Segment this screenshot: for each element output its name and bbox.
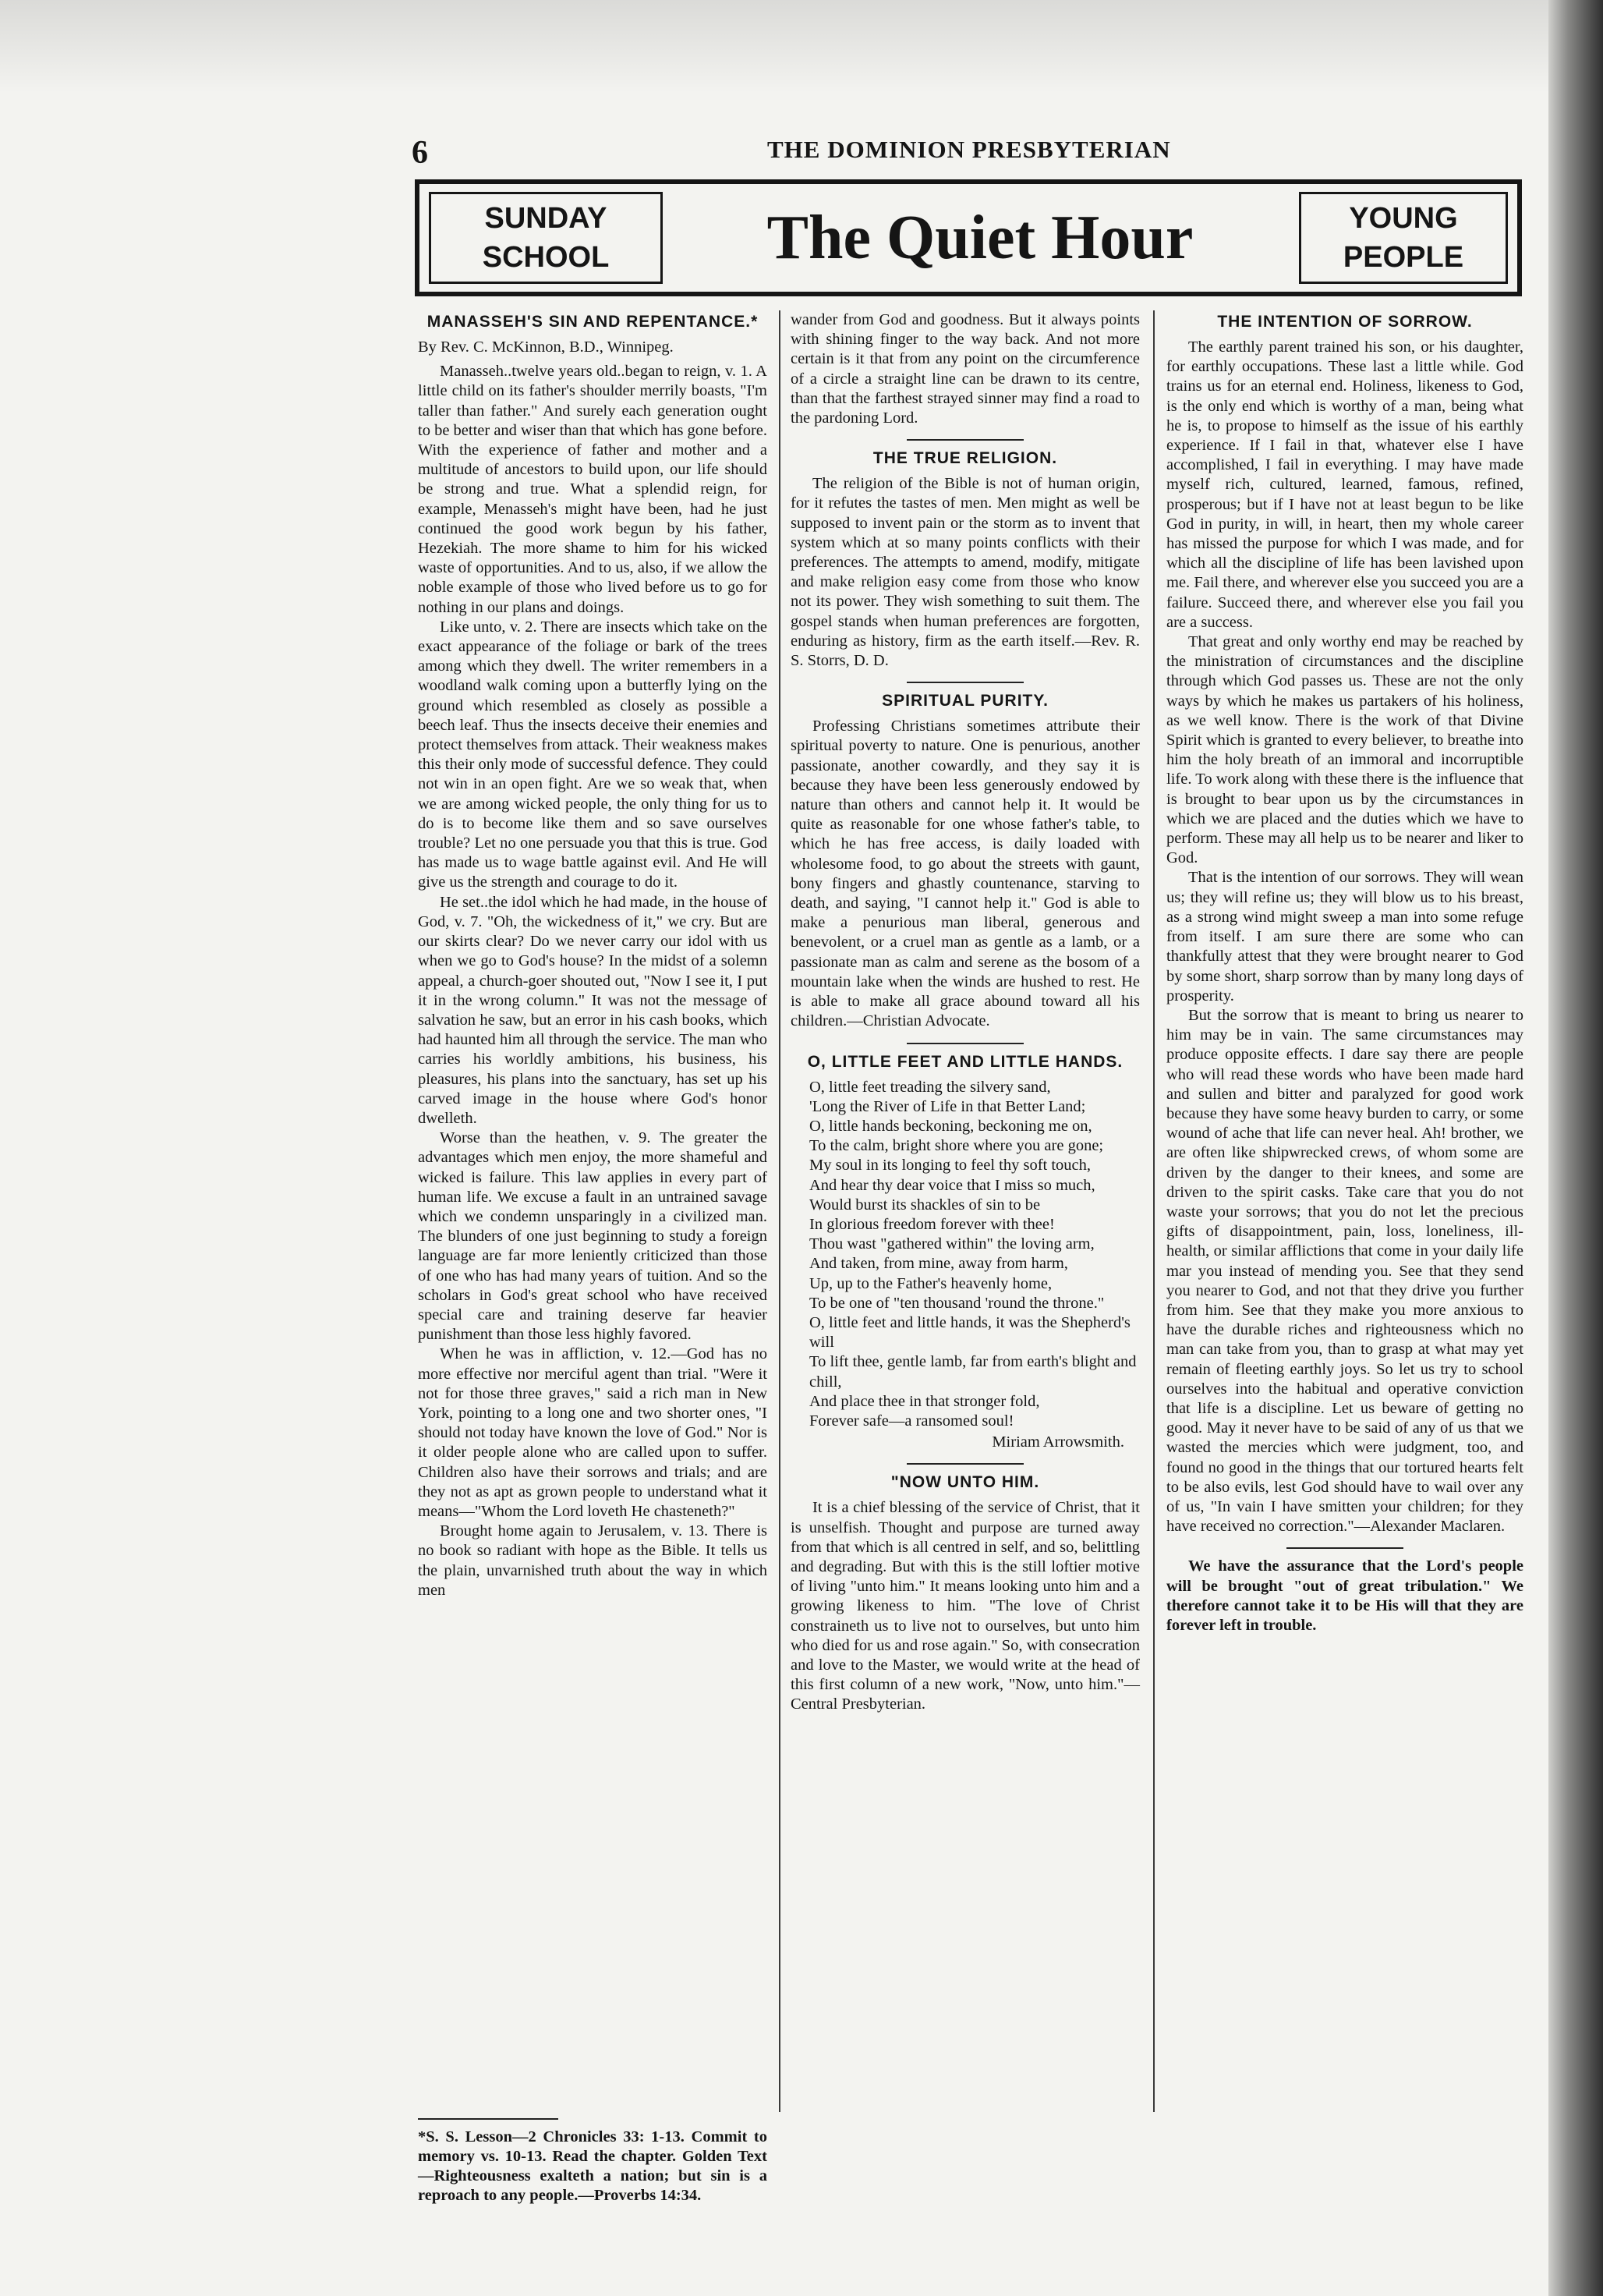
page-number: 6 — [412, 135, 428, 171]
sunday-school-box — [429, 192, 663, 284]
poem-line: O, little feet treading the silvery sand, — [809, 1078, 1051, 1096]
masthead-right-line1: YOUNG — [1349, 202, 1458, 235]
poem-line: O, little feet and little hands, it was the Shepherd's will — [809, 1313, 1131, 1352]
paragraph: Worse than the heathen, v. 9. The greater the advantages which men enjoy, the more shameful and wicked is failure. This law applies in every part of human life. We excuse a fault in an untrained savage which we condemn unsparingly in a civilized man. The blunders of one just beginning to study a foreign language are far more leniently criticized than those of one who has had many years of tuition. And so the scholars in God's great school who have received special care and training deserve far heavier punishment than those less highly favored. — [418, 1129, 767, 1344]
column-rule — [779, 310, 780, 2112]
paragraph: He set..the idol which he had made, in the house of God, v. 7. "Oh, the wickedness of it," we cry. But are our skirts clear? Do we never carry our idol with us when we go to God's house? In the midst of a solemn appeal, a church-goer shouted out, "Now I see it, I put it in the wrong column." It was not the message of salvation he saw, but an error in his cash books, which had haunted him all through the service. The man who carries his worldly ambitions, his business, his pleasures, his plans into the sanctuary, has set up his carved image in the house where God's honor dwelleth. — [418, 893, 767, 1127]
article-title-intention-of-sorrow: THE INTENTION OF SORROW. — [1217, 313, 1473, 331]
paragraph: When he was in affliction, v. 12.—God has no more effective nor merciful agent than trial. "Were it not for those three graves," said a rich man in New York, pointing to a long one and two shorter ones, "I should not today have known the love of God." Nor is it older people alone who are called upon to suffer. Children also have their sorrows and trials; and are they not as apt as grown people to understand what it means—"Whom the Lord loveth He chasteneth?" — [418, 1345, 767, 1520]
paragraph: Like unto, v. 2. There are insects which take on the exact appearance of the foliage or bark of the trees among which they dwell. The writer remembers in a woodland walk coming upon a butterfly lying on the ground which resembled as closely as possible a beech leaf. Thus the insects deceive their enemies and protect themselves from attack. Their weakness makes this their only mode of successful defence. They could not win in an open fight. Are we so weak that, when we are among wicked people, the only thing for us to do is to become like them and so save ourselves trouble? Let no one persuade you that this is true. God has made us to wage battle against evil. And He will give us the strength and courage to do it. — [418, 618, 767, 891]
poem-title: O, LITTLE FEET AND LITTLE HANDS. — [807, 1052, 1124, 1071]
column-1 — [418, 310, 767, 2085]
column-2 — [791, 310, 1140, 2085]
masthead-left-line2: SCHOOL — [482, 241, 610, 274]
masthead-right-line2: PEOPLE — [1343, 241, 1464, 274]
article-title-true-religion: THE TRUE RELIGION. — [872, 449, 1058, 468]
poem-line: And place thee in that stronger fold, — [809, 1392, 1040, 1410]
closing-paragraph: We have the assurance that the Lord's people will be brought "out of great tribulation." We therefore cannot take it to be His will that they are forever left in trouble. — [1166, 1557, 1523, 1634]
paragraph: It is a chief blessing of the service of Christ, that it is unselfish. Thought and purpose are turned away from that which is all centred in self, and so, belittling and degrading. But with this is the still loftier motive of living "unto him." It means looking unto him and a growing likeness to him. "The love of Christ constraineth us to live not to ourselves, but unto him who died for us and rose again." So, with consecration and love to the Master, we would write at the head of this first column of a new work, "Now, unto him."—Central Presbyterian. — [791, 1499, 1140, 1713]
byline: By Rev. C. McKinnon, B.D., Winnipeg. — [418, 338, 674, 356]
article-title-manasseh: MANASSEH'S SIN AND REPENTANCE.* — [426, 313, 759, 331]
section-divider — [907, 1463, 1024, 1465]
running-title: THE DOMINION PRESBYTERIAN — [767, 136, 1171, 163]
poem-line: To be one of "ten thousand 'round the throne." — [809, 1294, 1105, 1312]
paragraph: But the sorrow that is meant to bring us nearer to him may be in vain. The same circumstances may produce opposite effects. I dare say there are people who will read these words who have been made hard and sullen and bitter and paralyzed for good work because they have some heavy burden to carry, or some wound of ache that life can never heal. Ah! brother, we are often like shipwrecked crews, of whom some are driven by the danger to their knees, and some are driven to the spirit casks. Take care that you do not waste your sorrows; that you do not let the precious gifts of disappointment, pain, loss, loneliness, ill-health, or similar afflictions that come in your daily life mar you instead of mending you. See that they send you nearer to God, and not that they drive you further from him. See that they make you more anxious to have the durable riches and righteousness which no man can take from you, than to grasp at what may yet remain of fleeting earthly joys. So let us try to school ourselves into the habitual and operative conviction that life is a discipline. Let us beware of getting no good. May it never have to be said of any of us that we wasted the mercies which were judgment, too, and found no good in the things that our tortured hearts felt to be also evils, lest God should have to wail over any of us, "In vain I have smitten your children; for they have received no correction."—Alexander Maclaren. — [1166, 1006, 1523, 1536]
poem-line: O, little hands beckoning, beckoning me on, — [809, 1117, 1092, 1135]
poem-author: Miriam Arrowsmith. — [992, 1433, 1124, 1451]
scan-binding-edge — [1548, 0, 1603, 2296]
column-3 — [1166, 310, 1523, 2085]
lesson-footnote: *S. S. Lesson—2 Chronicles 33: 1-13. Commit to memory vs. 10-13. Read the chapter. Golden Text—Righteousness exalteth a nation; but sin is a reproach to any people.—Proverbs 14:34. — [418, 2128, 767, 2204]
poem-line: Thou wast "gathered within" the loving arm, — [809, 1235, 1095, 1253]
section-divider — [907, 1043, 1024, 1044]
poem-line: Would burst its shackles of sin to be — [809, 1196, 1041, 1214]
poem-line: To the calm, bright shore where you are gone; — [809, 1137, 1104, 1155]
poem-line: In glorious freedom forever with thee! — [809, 1215, 1055, 1233]
paragraph: Brought home again to Jerusalem, v. 13. There is no book so radiant with hope as the Bible. It tells us the plain, unvarnished truth about the way in which men — [418, 1522, 767, 1599]
section-divider — [907, 439, 1024, 441]
paragraph: Professing Christians sometimes attribute their spiritual poverty to nature. One is penurious, another passionate, another cowardly, and they say it is because they have been less generously endowed by nature than others and cannot help it. It would be quite as reasonable for one whose father's table, to which he has free access, is daily loaded with wholesome food, to go about the streets with gaunt, bony fingers and ghastly countenance, starving to death, and saying, "I cannot help it." God is able to make a penurious man liberal, generous and benevolent, or a cruel man as gentle as a lamb, or a passionate man as calm and serene as the bosom of a mountain lake when the winds are hushed to rest. He is able to make all grace abound toward all his children.—Christian Advocate. — [791, 718, 1140, 1030]
poem-line: Up, up to the Father's heavenly home, — [809, 1274, 1053, 1292]
poem-line: My soul in its longing to feel thy soft touch, — [809, 1157, 1092, 1175]
poem-line: And taken, from mine, away from harm, — [809, 1255, 1068, 1273]
paragraph: The earthly parent trained his son, or his daughter, for earthly occupations. These last a little while. God trains us for an eternal end. Holiness, likeness to God, is the only end which is worthy of a man, being what he is, to propose to himself as the issue of his earthly experience. If I fail in that, whatever else I have accomplished, I fail in everything. I may have made myself rich, cultured, learned, famous, refined, prosperous; but if I have not at least begun to be like God in purity, in will, in heart, then my whole career has missed the purpose for which I was made, and for which all the discipline of life has been lavished upon me. Fail there, and wherever else you succeed you are a failure. Succeed there, and wherever else you fail you are a success. — [1166, 338, 1523, 631]
column-rule — [1153, 310, 1155, 2112]
masthead-title: The Quiet Hour — [766, 203, 1194, 272]
paragraph: That is the intention of our sorrows. They will wean us; they will refine us; they will blow us to his breast, as a strong wind might sweep a man into some refuge from itself. I am sure there are some who can thankfully attest that they were brought nearer to God by some short, sharp sorrow than by many long days of prosperity. — [1166, 869, 1523, 1004]
paragraph-continued: wander from God and goodness. But it always points with shining finger to the way back. And not more certain is it that from any point on the circumference of a circle a straight line can be drawn to its centre, than that the farthest strayed sinner may find a road to the pardoning Lord. — [791, 311, 1140, 427]
young-people-box — [1299, 192, 1508, 284]
paragraph: That great and only worthy end may be reached by the ministration of circumstances and the discipline through which God passes us. These are not the only ways by which he makes us partakers of his holiness, as we well know. There is the work of that Divine Spirit which is granted to every believer, to breathe into him the holy breath of an immoral and incorruptible life. To work along with these there is the influence that is brought to bear upon us by the circumstances in which we are placed and the duties which we have to perform. These may all help us to be nearer and liker to God. — [1166, 633, 1523, 867]
article-title-now-unto-him: "NOW UNTO HIM. — [890, 1473, 1040, 1492]
poem-line: To lift thee, gentle lamb, far from earth's blight and chill, — [809, 1353, 1137, 1391]
paragraph: Manasseh..twelve years old..began to reign, v. 1. A little child on its father's shoulder merrily boasts, "I'm taller than father." And surely each generation ought to be better and wiser than that which has gone before. With the experience of father and mother and a multitude of ancestors to build upon, our life should be strong and true. What a splendid reign, for example, Menasseh's might have been, had he just continued the good work begun by his father, Hezekiah. The more shame to him for his wicked waste of opportunities. And to us, also, if we allow the noble example of those who lived before us to go for nothing in our plans and doings. — [418, 363, 767, 616]
article-title-spiritual-purity: SPIRITUAL PURITY. — [882, 692, 1049, 710]
masthead-left-line1: SUNDAY — [484, 202, 607, 235]
scan-shadow — [0, 0, 1603, 94]
section-divider — [907, 682, 1024, 683]
poem-line: And hear thy dear voice that I miss so much, — [809, 1176, 1095, 1194]
paragraph: The religion of the Bible is not of human origin, for it refutes the tastes of men. Men might as well be supposed to invent pain or the storm as to invent that system which at so many points conflicts with their preferences. The attempts to amend, modify, mitigate and make religion easy come from those who know not its power. They wish something to suit them. The gospel stands when human preferences are forgotten, enduring as history, firm as the earth itself.—Rev. R. S. Storrs, D. D. — [791, 475, 1140, 670]
poem-body — [791, 1078, 1140, 1432]
poem-line: Forever safe—a ransomed soul! — [809, 1412, 1014, 1430]
section-divider — [1286, 1547, 1403, 1549]
poem-line: 'Long the River of Life in that Better Land; — [809, 1097, 1086, 1115]
masthead — [415, 179, 1522, 296]
footnote-rule — [418, 2118, 558, 2120]
